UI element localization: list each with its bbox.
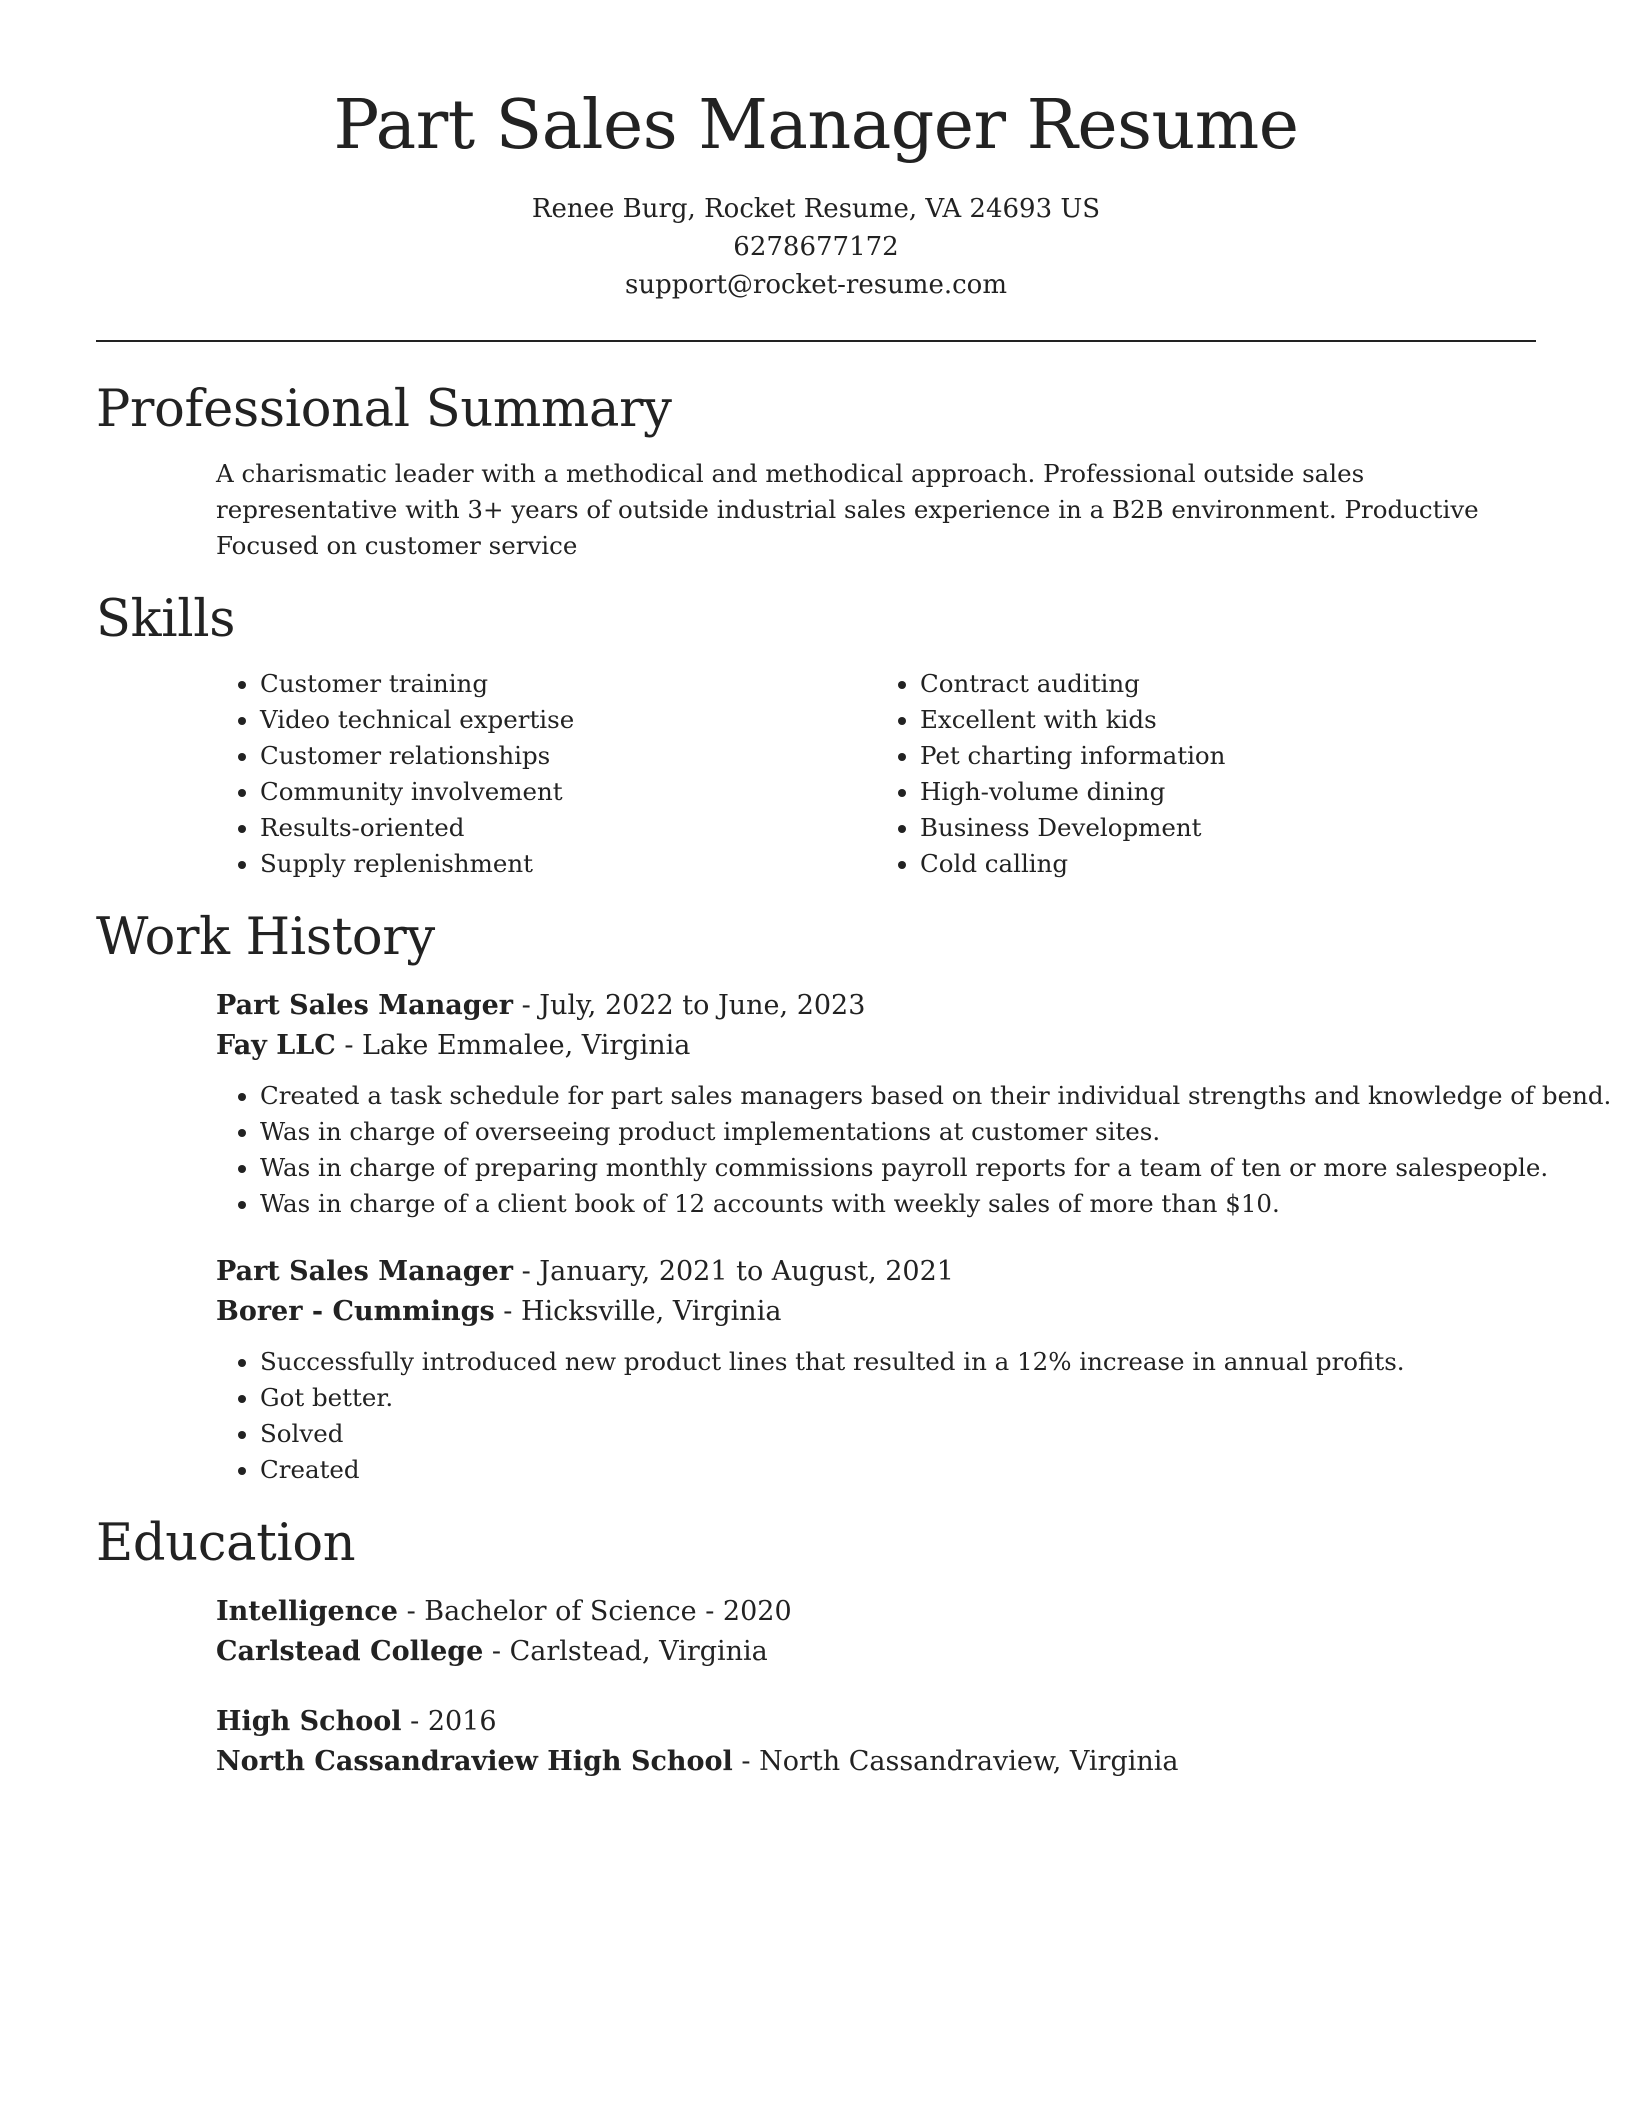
job-bullets bbox=[216, 1078, 1612, 1222]
skill-item: • Community involvement bbox=[260, 774, 876, 810]
education-school: North Cassandraview High School bbox=[216, 1746, 733, 1777]
job-entry bbox=[216, 986, 1612, 1222]
job-bullet: • Successfully introduced new product lines that resulted in a 12% increase in annual profits. bbox=[260, 1344, 1536, 1380]
job-title-line bbox=[216, 986, 1536, 1026]
skill-item: • Excellent with kids bbox=[920, 702, 1536, 738]
education-field: Intelligence bbox=[216, 1596, 398, 1627]
skill-item: • Contract auditing bbox=[920, 666, 1536, 702]
education-school-line bbox=[216, 1742, 1536, 1782]
skill-item: • Pet charting information bbox=[920, 738, 1536, 774]
job-entry bbox=[216, 1252, 1536, 1488]
skills-heading: Skills bbox=[96, 590, 236, 649]
job-company-line bbox=[216, 1292, 1536, 1332]
skills-section bbox=[96, 588, 1536, 882]
job-bullet: • Got better. bbox=[260, 1380, 1536, 1416]
skill-item: • Video technical expertise bbox=[260, 702, 876, 738]
education-school: Carlstead College bbox=[216, 1636, 484, 1667]
education-heading: Education bbox=[96, 1514, 356, 1573]
skill-item: • Supply replenishment bbox=[260, 846, 876, 882]
summary-section bbox=[96, 378, 1536, 564]
work-history-section bbox=[96, 906, 1612, 1488]
job-bullets bbox=[216, 1344, 1536, 1488]
skill-item: • Customer relationships bbox=[260, 738, 876, 774]
job-title-line bbox=[216, 1252, 1536, 1292]
education-field: High School bbox=[216, 1706, 402, 1737]
education-section bbox=[96, 1512, 1536, 1782]
job-dates: - July, 2022 to June, 2023 bbox=[513, 990, 866, 1021]
education-location: - North Cassandraview, Virginia bbox=[732, 1746, 1179, 1777]
contact-phone: 6278677172 bbox=[733, 232, 899, 262]
summary-heading: Professional Summary bbox=[96, 380, 672, 439]
skill-item: • High-volume dining bbox=[920, 774, 1536, 810]
job-company: Borer - Cummings bbox=[216, 1296, 495, 1327]
job-location: - Hicksville, Virginia bbox=[494, 1296, 782, 1327]
education-entry bbox=[216, 1702, 1536, 1782]
education-detail: - Bachelor of Science - 2020 bbox=[398, 1596, 792, 1627]
job-dates: - January, 2021 to August, 2021 bbox=[513, 1256, 954, 1287]
education-school-line bbox=[216, 1632, 1536, 1672]
education-location: - Carlstead, Virginia bbox=[483, 1636, 768, 1667]
education-detail: - 2016 bbox=[401, 1706, 497, 1737]
job-company-line bbox=[216, 1026, 1536, 1066]
job-bullet: • Was in charge of preparing monthly commissions payroll reports for a team of ten or more salespeople. bbox=[260, 1150, 1536, 1186]
resume-header bbox=[0, 0, 1632, 304]
header-divider bbox=[96, 340, 1536, 342]
summary-text: A charismatic leader with a methodical and methodical approach. Professional outside sales representative with 3+ years of outside industrial sales experience in a B2B environment. Productive Focused on customer service bbox=[216, 459, 1479, 560]
skill-item: • Cold calling bbox=[920, 846, 1536, 882]
education-entry bbox=[216, 1592, 1536, 1672]
contact-email: support@rocket-resume.com bbox=[624, 270, 1007, 300]
contact-info bbox=[0, 190, 1632, 304]
education-degree-line bbox=[216, 1592, 1536, 1632]
skills-list bbox=[216, 666, 1536, 882]
job-title: Part Sales Manager bbox=[216, 990, 513, 1021]
job-bullet: • Solved bbox=[260, 1416, 1536, 1452]
job-bullet: • Was in charge of overseeing product implementations at customer sites. bbox=[260, 1114, 1536, 1150]
contact-address: Renee Burg, Rocket Resume, VA 24693 US bbox=[531, 194, 1101, 224]
job-bullet: • Was in charge of a client book of 12 accounts with weekly sales of more than $10. bbox=[260, 1186, 1536, 1222]
job-company: Fay LLC bbox=[216, 1030, 336, 1061]
page-title: Part Sales Manager Resume bbox=[333, 86, 1299, 165]
skill-item: • Results-oriented bbox=[260, 810, 876, 846]
skill-item: • Customer training bbox=[260, 666, 876, 702]
skills-column-right bbox=[876, 666, 1536, 882]
job-title: Part Sales Manager bbox=[216, 1256, 513, 1287]
job-bullet: • Created bbox=[260, 1452, 1536, 1488]
job-location: - Lake Emmalee, Virginia bbox=[335, 1030, 691, 1061]
skill-item: • Business Development bbox=[920, 810, 1536, 846]
education-degree-line bbox=[216, 1702, 1536, 1742]
skills-column-left bbox=[216, 666, 876, 882]
job-bullet: • Created a task schedule for part sales managers based on their individual strengths and knowledge of bend. bbox=[260, 1078, 1536, 1114]
work-history-heading: Work History bbox=[96, 908, 435, 967]
